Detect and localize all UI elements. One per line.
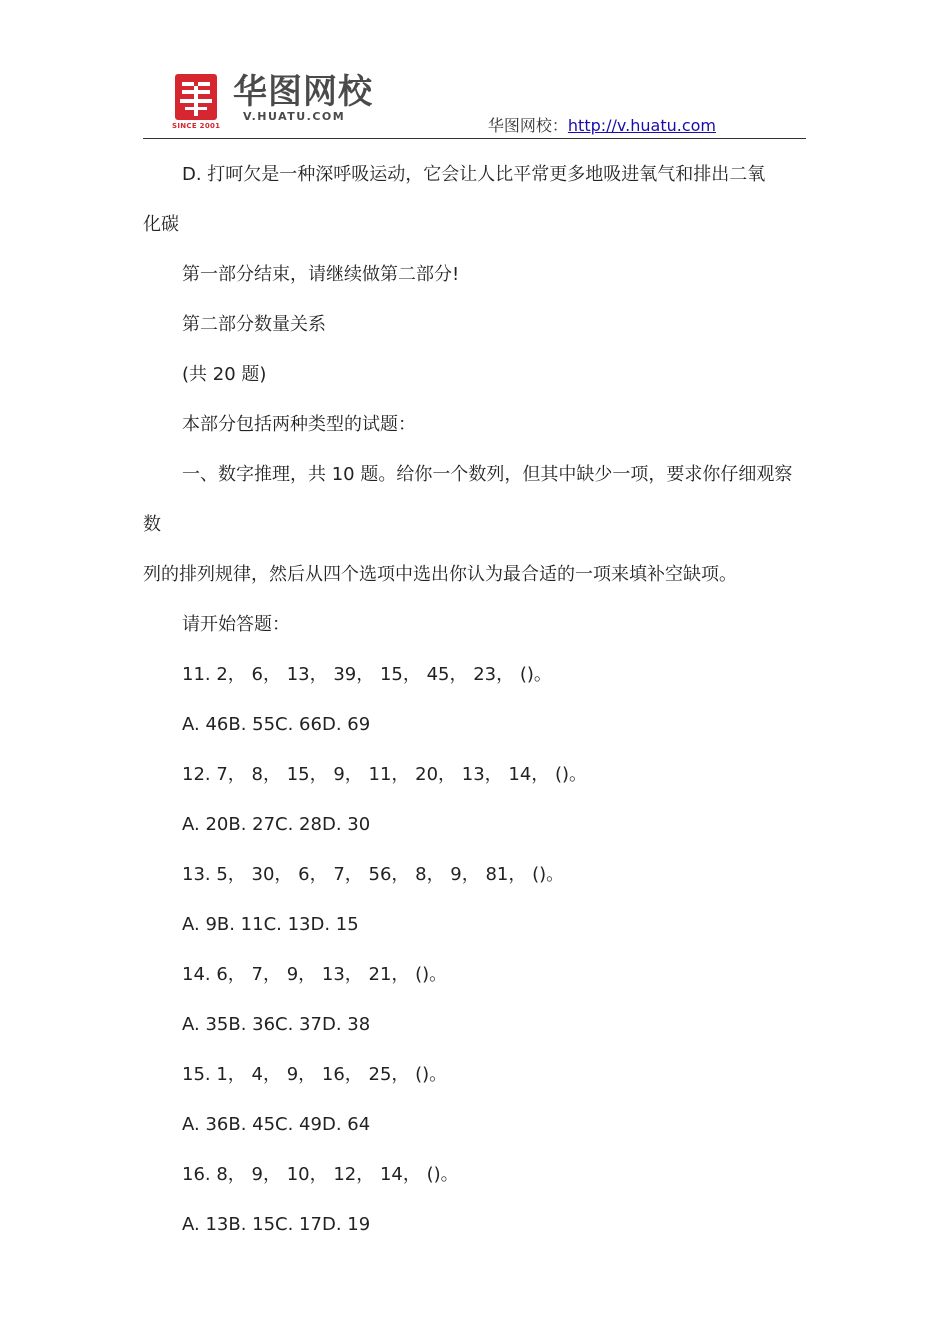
page-header: [143, 68, 806, 139]
question-options: A. 46B. 55C. 66D. 69: [182, 714, 371, 735]
logo-domain: V.HUATU.COM: [243, 110, 346, 123]
option-d: D. 打呵欠是一种深呼吸运动，它会让人比平常更多地吸进氧气和排出二氧 化碳: [143, 164, 766, 235]
question-stem: 12. 7， 8， 15， 9， 11， 20， 13， 14， ()。: [182, 764, 588, 785]
question-options: A. 35B. 36C. 37D. 38: [182, 1014, 371, 1035]
question-stem: 11. 2， 6， 13， 39， 15， 45， 23， ()。: [182, 664, 552, 685]
site-label: 华图网校：: [487, 116, 568, 135]
logo-name: 华图网校: [233, 72, 373, 112]
question-options: A. 36B. 45C. 49D. 64: [182, 1114, 371, 1135]
part2-title: 第二部分数量关系: [182, 314, 326, 335]
question-stem: 15. 1， 4， 9， 16， 25， ()。: [182, 1064, 448, 1085]
huatu-logo-icon: [175, 74, 217, 128]
start-prompt: 请开始答题：: [182, 614, 290, 635]
document-body: [143, 150, 806, 1250]
question-stem: 14. 6， 7， 9， 13， 21， ()。: [182, 964, 448, 985]
question-options: A. 9B. 11C. 13D. 15: [182, 914, 359, 935]
question-options: A. 13B. 15C. 17D. 19: [182, 1214, 371, 1235]
part2-intro: 本部分包括两种类型的试题：: [182, 414, 416, 435]
logo-since: SINCE 2001: [172, 122, 221, 130]
question-stem: 16. 8， 9， 10， 12， 14， ()。: [182, 1164, 459, 1185]
question-stem: 13. 5， 30， 6， 7， 56， 8， 9， 81， ()。: [182, 864, 565, 885]
question-options: A. 20B. 27C. 28D. 30: [182, 814, 371, 835]
type1-instructions: 一、数字推理，共 10 题。给你一个数列，但其中缺少一项，要求你仔细观察数 列的排列规律，然后从四个选项中选出你认为最合适的一项来填补空缺项。: [143, 464, 793, 585]
part2-count: (共 20 题): [182, 364, 267, 385]
site-link[interactable]: http://v.huatu.com: [567, 116, 716, 135]
site-info: [488, 113, 716, 136]
part-end-note: 第一部分结束，请继续做第二部分!: [182, 264, 460, 285]
